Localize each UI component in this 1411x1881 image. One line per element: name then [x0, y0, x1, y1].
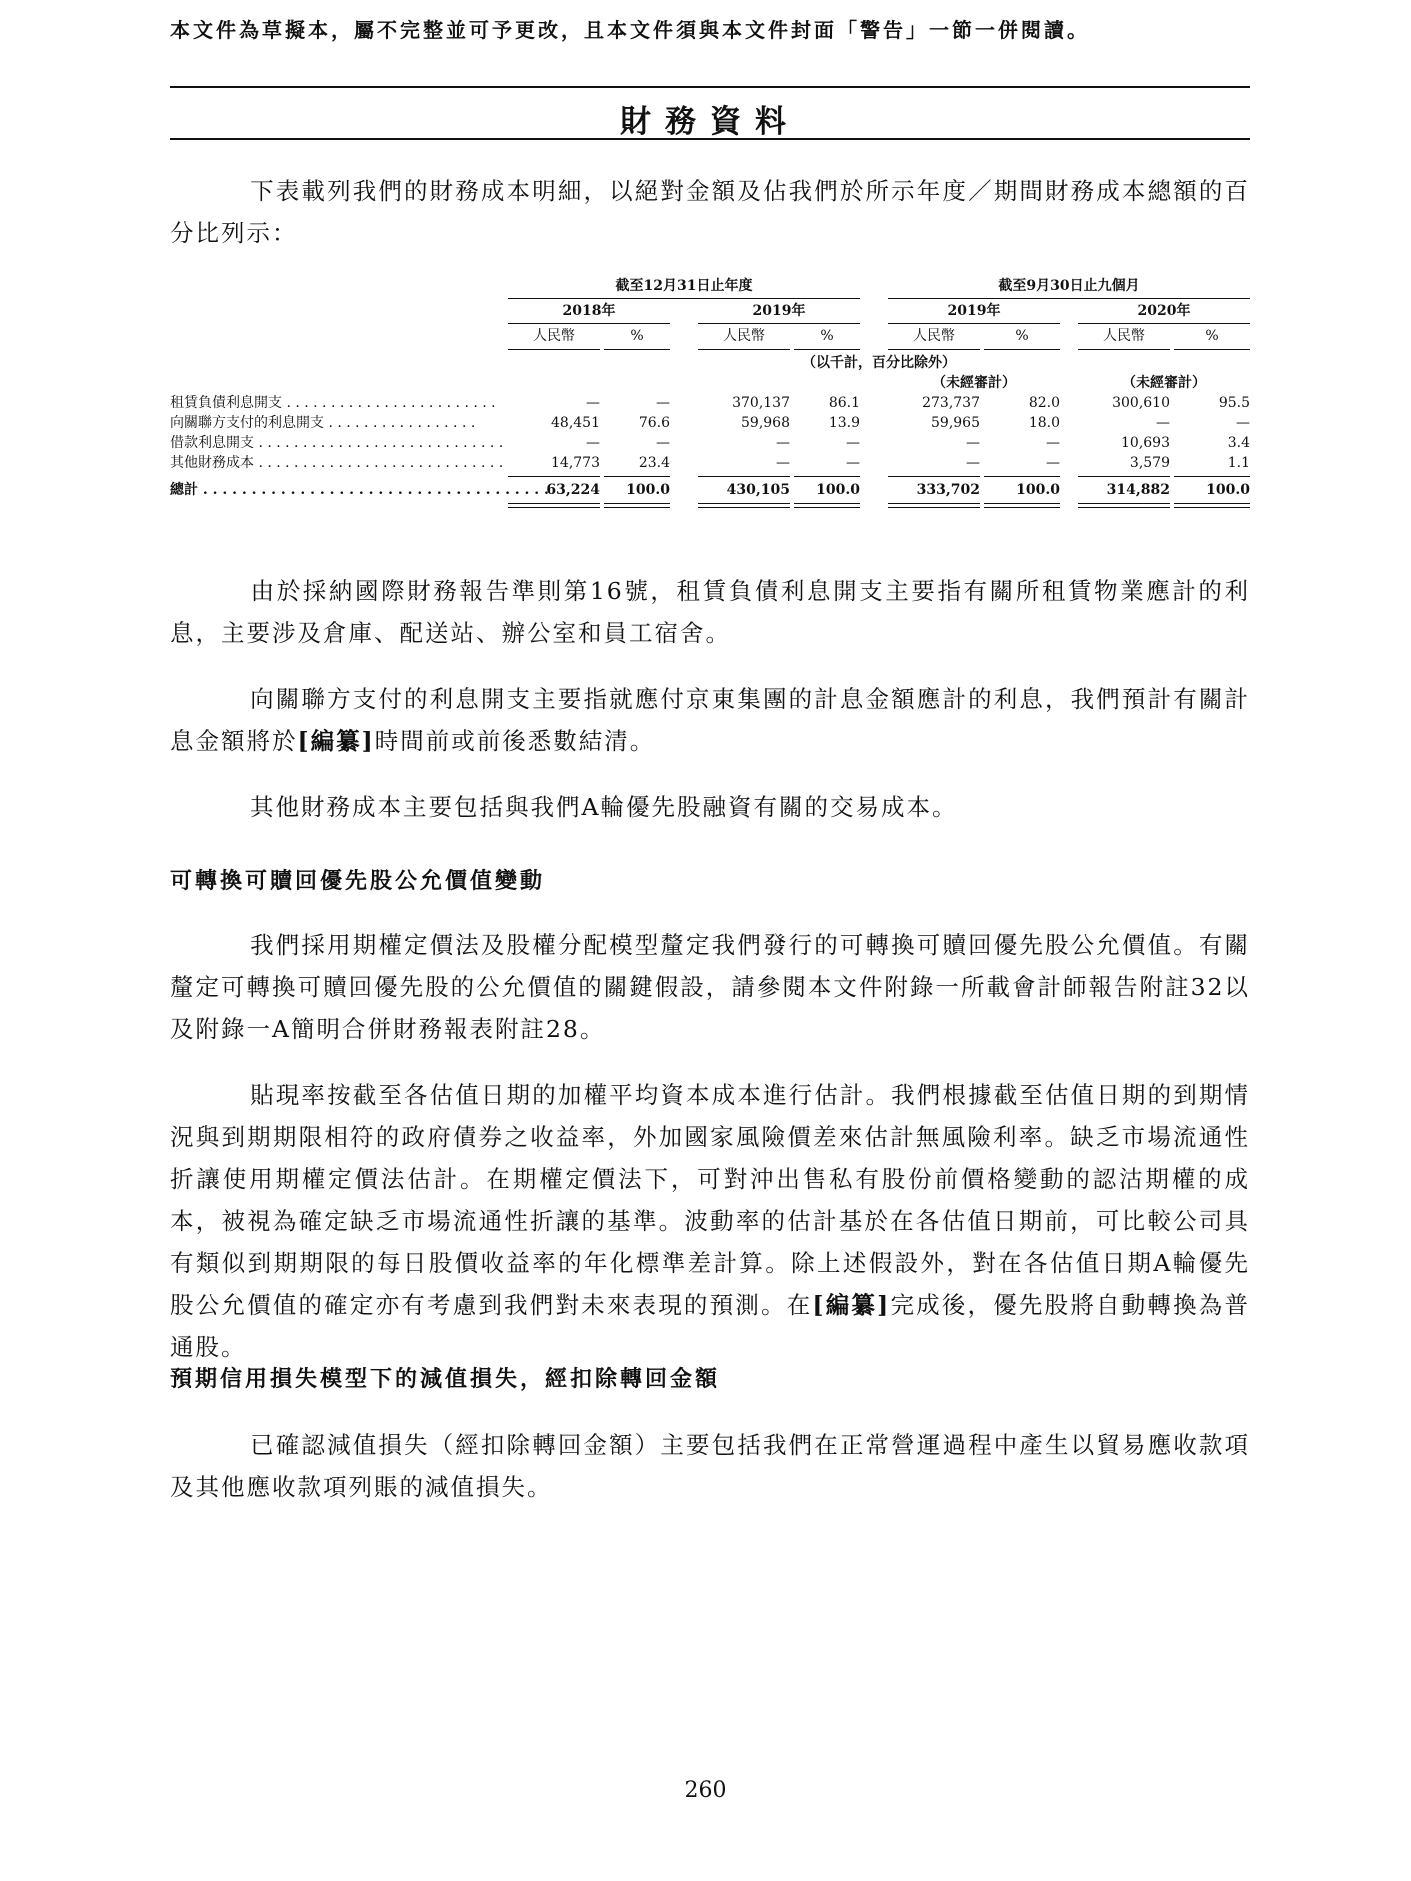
table-cell: —	[656, 435, 670, 451]
unit-header: 人民幣	[533, 328, 575, 344]
table-cell: —	[1046, 455, 1060, 471]
fair-value-paragraph	[170, 924, 1250, 1050]
year-header-2019-annual: 2019年	[752, 303, 806, 319]
table-cell: 14,773	[551, 455, 600, 471]
impairment-text: 已確認減值損失（經扣除轉回金額）主要包括我們在正常營運過程中產生以貿易應收款項及其他應收款項列賬的減值損失。	[170, 1431, 1250, 1501]
table-cell: —	[846, 435, 860, 451]
group-header-nine-months: 截至9月30日止九個月	[998, 278, 1140, 294]
page-number: 260	[684, 1778, 727, 1803]
table-cell: 48,451	[551, 415, 600, 431]
discount-rate-text: 貼現率按截至各估值日期的加權平均資本成本進行估計。我們根據截至估值日期的到期情況與到期期限相符的政府債券之收益率，外加國家風險價差來估計無風險利率。缺乏市場流通性折讓使用期權定價法估計。在期權定價法下，可對沖出售私有股份前價格變動的認沽期權的成本，被視為確定缺乏市場流通性折讓的基準。波動率的估計基於在各估值日期前，可比較公司具有類似到期期限的每日股價收益率的年化標準差計算。除上述假設外，對在各估值日期A輪優先股公允價值的確定亦有考慮到我們對未來表現的預測。在	[170, 1081, 1250, 1319]
table-cell: —	[966, 455, 980, 471]
unit-header: %	[1015, 328, 1029, 344]
total-cell: 100.0	[1206, 482, 1250, 498]
table-cell: 300,610	[1112, 395, 1170, 411]
table-cell: —	[656, 395, 670, 411]
finance-cost-table	[170, 276, 1250, 526]
year-header-2019-interim: 2019年	[947, 303, 1001, 319]
table-cell: —	[586, 435, 600, 451]
row-label-related-party-interest: 向關聯方支付的利息開支 . . . . . . . . . . . . . . . . .	[170, 415, 476, 431]
related-party-paragraph	[170, 678, 1250, 762]
unit-header: 人民幣	[913, 328, 955, 344]
table-cell: —	[1156, 415, 1170, 431]
related-party-text: 向關聯方支付的利息開支主要指就應付京東集團的計息金額應計的利息，我們預計有關計息金額將於	[170, 685, 1250, 755]
other-finance-paragraph	[170, 786, 1250, 828]
other-finance-text: 其他財務成本主要包括與我們A輪優先股融資有關的交易成本。	[250, 793, 958, 821]
table-cell: 86.1	[828, 395, 860, 411]
row-label-total: 總計 . . . . . . . . . . . . . . . . . . . . . . . . . . . . . . . . . . . .	[170, 482, 549, 498]
title-bottom-rule	[170, 138, 1250, 140]
related-party-text-end: 時間前或前後悉數結清。	[374, 727, 656, 755]
table-cell: 59,965	[931, 415, 980, 431]
table-cell: —	[846, 455, 860, 471]
unit-header: %	[820, 328, 834, 344]
unit-header: %	[1205, 328, 1219, 344]
table-cell: —	[776, 455, 790, 471]
table-cell: 1.1	[1227, 455, 1250, 471]
table-cell: —	[966, 435, 980, 451]
table-cell: 59,968	[741, 415, 790, 431]
row-label-borrowing-interest: 借款利息開支 . . . . . . . . . . . . . . . . . . . . . . . . . . . .	[170, 435, 504, 451]
table-cell: 76.6	[638, 415, 670, 431]
table-cell: 95.5	[1218, 395, 1250, 411]
group-header-year: 截至12月31日止年度	[615, 278, 753, 294]
total-cell: 100.0	[1016, 482, 1060, 498]
discount-rate-paragraph	[170, 1074, 1250, 1368]
title-top-rule	[170, 86, 1250, 88]
table-cell: 23.4	[638, 455, 670, 471]
table-cell: —	[1046, 435, 1060, 451]
year-header-2020: 2020年	[1137, 303, 1191, 319]
total-cell: 100.0	[626, 482, 670, 498]
table-cell: 13.9	[828, 415, 860, 431]
lease-interest-paragraph	[170, 570, 1250, 654]
unit-header: %	[630, 328, 644, 344]
total-cell: 100.0	[816, 482, 860, 498]
table-cell: 370,137	[732, 395, 790, 411]
redacted-marker: [編纂]	[297, 727, 375, 755]
heading-impairment-losses: 預期信用損失模型下的減值損失，經扣除轉回金額	[170, 1366, 721, 1392]
table-cell: 273,737	[922, 395, 980, 411]
impairment-paragraph	[170, 1424, 1250, 1508]
year-header-2018: 2018年	[562, 303, 616, 319]
table-cell: —	[1236, 415, 1250, 431]
unit-header: 人民幣	[1103, 328, 1145, 344]
table-cell: 82.0	[1028, 395, 1060, 411]
heading-preferred-shares-fv: 可轉換可贖回優先股公允價值變動	[170, 868, 546, 894]
section-title: 財務資料	[620, 104, 800, 140]
unaudited-note-2020: （未經審計）	[1122, 375, 1206, 391]
intro-paragraph	[170, 170, 1250, 254]
total-cell: 63,224	[546, 482, 600, 498]
table-cell: 18.0	[1028, 415, 1060, 431]
units-note: （以千計，百分比除外）	[802, 355, 956, 371]
row-label-other-finance-cost: 其他財務成本 . . . . . . . . . . . . . . . . . . . . . . . . . . . .	[170, 455, 504, 471]
table-cell: —	[586, 395, 600, 411]
table-cell: 10,693	[1121, 435, 1170, 451]
total-cell: 333,702	[916, 482, 980, 498]
discount-rate-text-end: 完成後，優先股將自動轉換為普通股。	[170, 1291, 1250, 1361]
table-cell: 3.4	[1227, 435, 1250, 451]
lease-interest-text: 由於採納國際財務報告準則第16號，租賃負債利息開支主要指有關所租賃物業應計的利息，主要涉及倉庫、配送站、辦公室和員工宿舍。	[170, 577, 1250, 647]
draft-disclaimer: 本文件為草擬本，屬不完整並可予更改，且本文件須與本文件封面「警告」一節一併閱讀。	[170, 18, 1090, 42]
intro-text: 下表載列我們的財務成本明細，以絕對金額及佔我們於所示年度／期間財務成本總額的百分比列示：	[170, 177, 1250, 247]
unaudited-note-2019: （未經審計）	[932, 375, 1016, 391]
row-label-lease-interest: 租賃負債利息開支 . . . . . . . . . . . . . . . . . . . . . . . .	[170, 395, 496, 411]
total-cell: 314,882	[1106, 482, 1170, 498]
redacted-marker: [編纂]	[812, 1291, 891, 1319]
table-cell: —	[776, 435, 790, 451]
unit-header: 人民幣	[723, 328, 765, 344]
fair-value-text: 我們採用期權定價法及股權分配模型釐定我們發行的可轉換可贖回優先股公允價值。有關釐定可轉換可贖回優先股的公允價值的關鍵假設，請參閱本文件附錄一所載會計師報告附註32以及附錄一A簡明合併財務報表附註28。	[170, 931, 1250, 1043]
table-cell: 3,579	[1129, 455, 1170, 471]
total-cell: 430,105	[726, 482, 790, 498]
